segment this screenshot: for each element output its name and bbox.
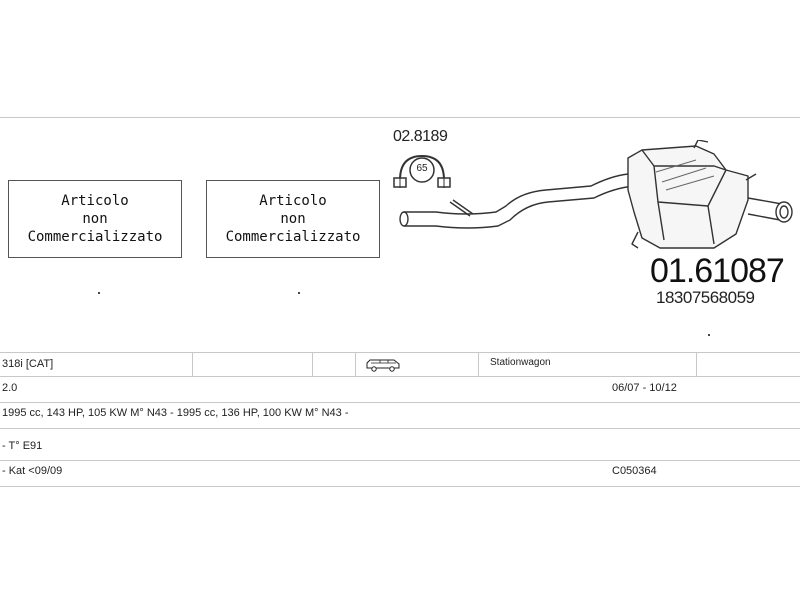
catalyst-note: - Kat <09/09 <box>2 465 63 477</box>
not-sold-line2: non <box>82 211 108 227</box>
station-wagon-icon <box>366 358 400 372</box>
engine-displacement: 2.0 <box>2 382 18 394</box>
clamp-size-label: 65 <box>416 163 428 174</box>
chassis-code: - T° E91 <box>2 440 43 452</box>
not-sold-box-1 <box>8 180 182 258</box>
table-col-divider <box>355 352 356 376</box>
not-sold-line3: Commercializzato <box>27 229 163 245</box>
table-bottom-border <box>0 486 800 487</box>
top-divider <box>0 117 800 118</box>
marker-dot <box>98 292 100 294</box>
vehicle-model: 318i [CAT] <box>2 358 54 370</box>
muffler-part-code[interactable]: 01.61087 <box>650 252 784 290</box>
reference-code: C050364 <box>612 465 657 477</box>
table-row-divider <box>0 402 800 403</box>
table-row-divider <box>0 460 800 461</box>
not-sold-box-2 <box>206 180 380 258</box>
marker-dot <box>708 334 710 336</box>
clamp-part-code[interactable]: 02.8189 <box>393 128 448 145</box>
not-sold-line3: Commercializzato <box>225 229 361 245</box>
table-col-divider <box>192 352 193 376</box>
marker-dot <box>298 292 300 294</box>
not-sold-line1: Articolo <box>61 193 129 209</box>
table-row-divider <box>0 376 800 377</box>
table-col-divider <box>696 352 697 376</box>
table-top-border <box>0 352 800 353</box>
table-row-divider <box>0 428 800 429</box>
rear-muffler-drawing[interactable] <box>396 140 800 250</box>
production-years: 06/07 - 10/12 <box>612 382 677 394</box>
body-type: Stationwagon <box>490 357 551 368</box>
table-col-divider <box>478 352 479 376</box>
not-sold-line1: Articolo <box>259 193 327 209</box>
oem-part-code: 18307568059 <box>656 288 755 307</box>
engine-specs: 1995 cc, 143 HP, 105 KW M° N43 - 1995 cc, 136 HP, 100 KW M° N43 - <box>2 407 349 419</box>
not-sold-line2: non <box>280 211 306 227</box>
table-col-divider <box>312 352 313 376</box>
